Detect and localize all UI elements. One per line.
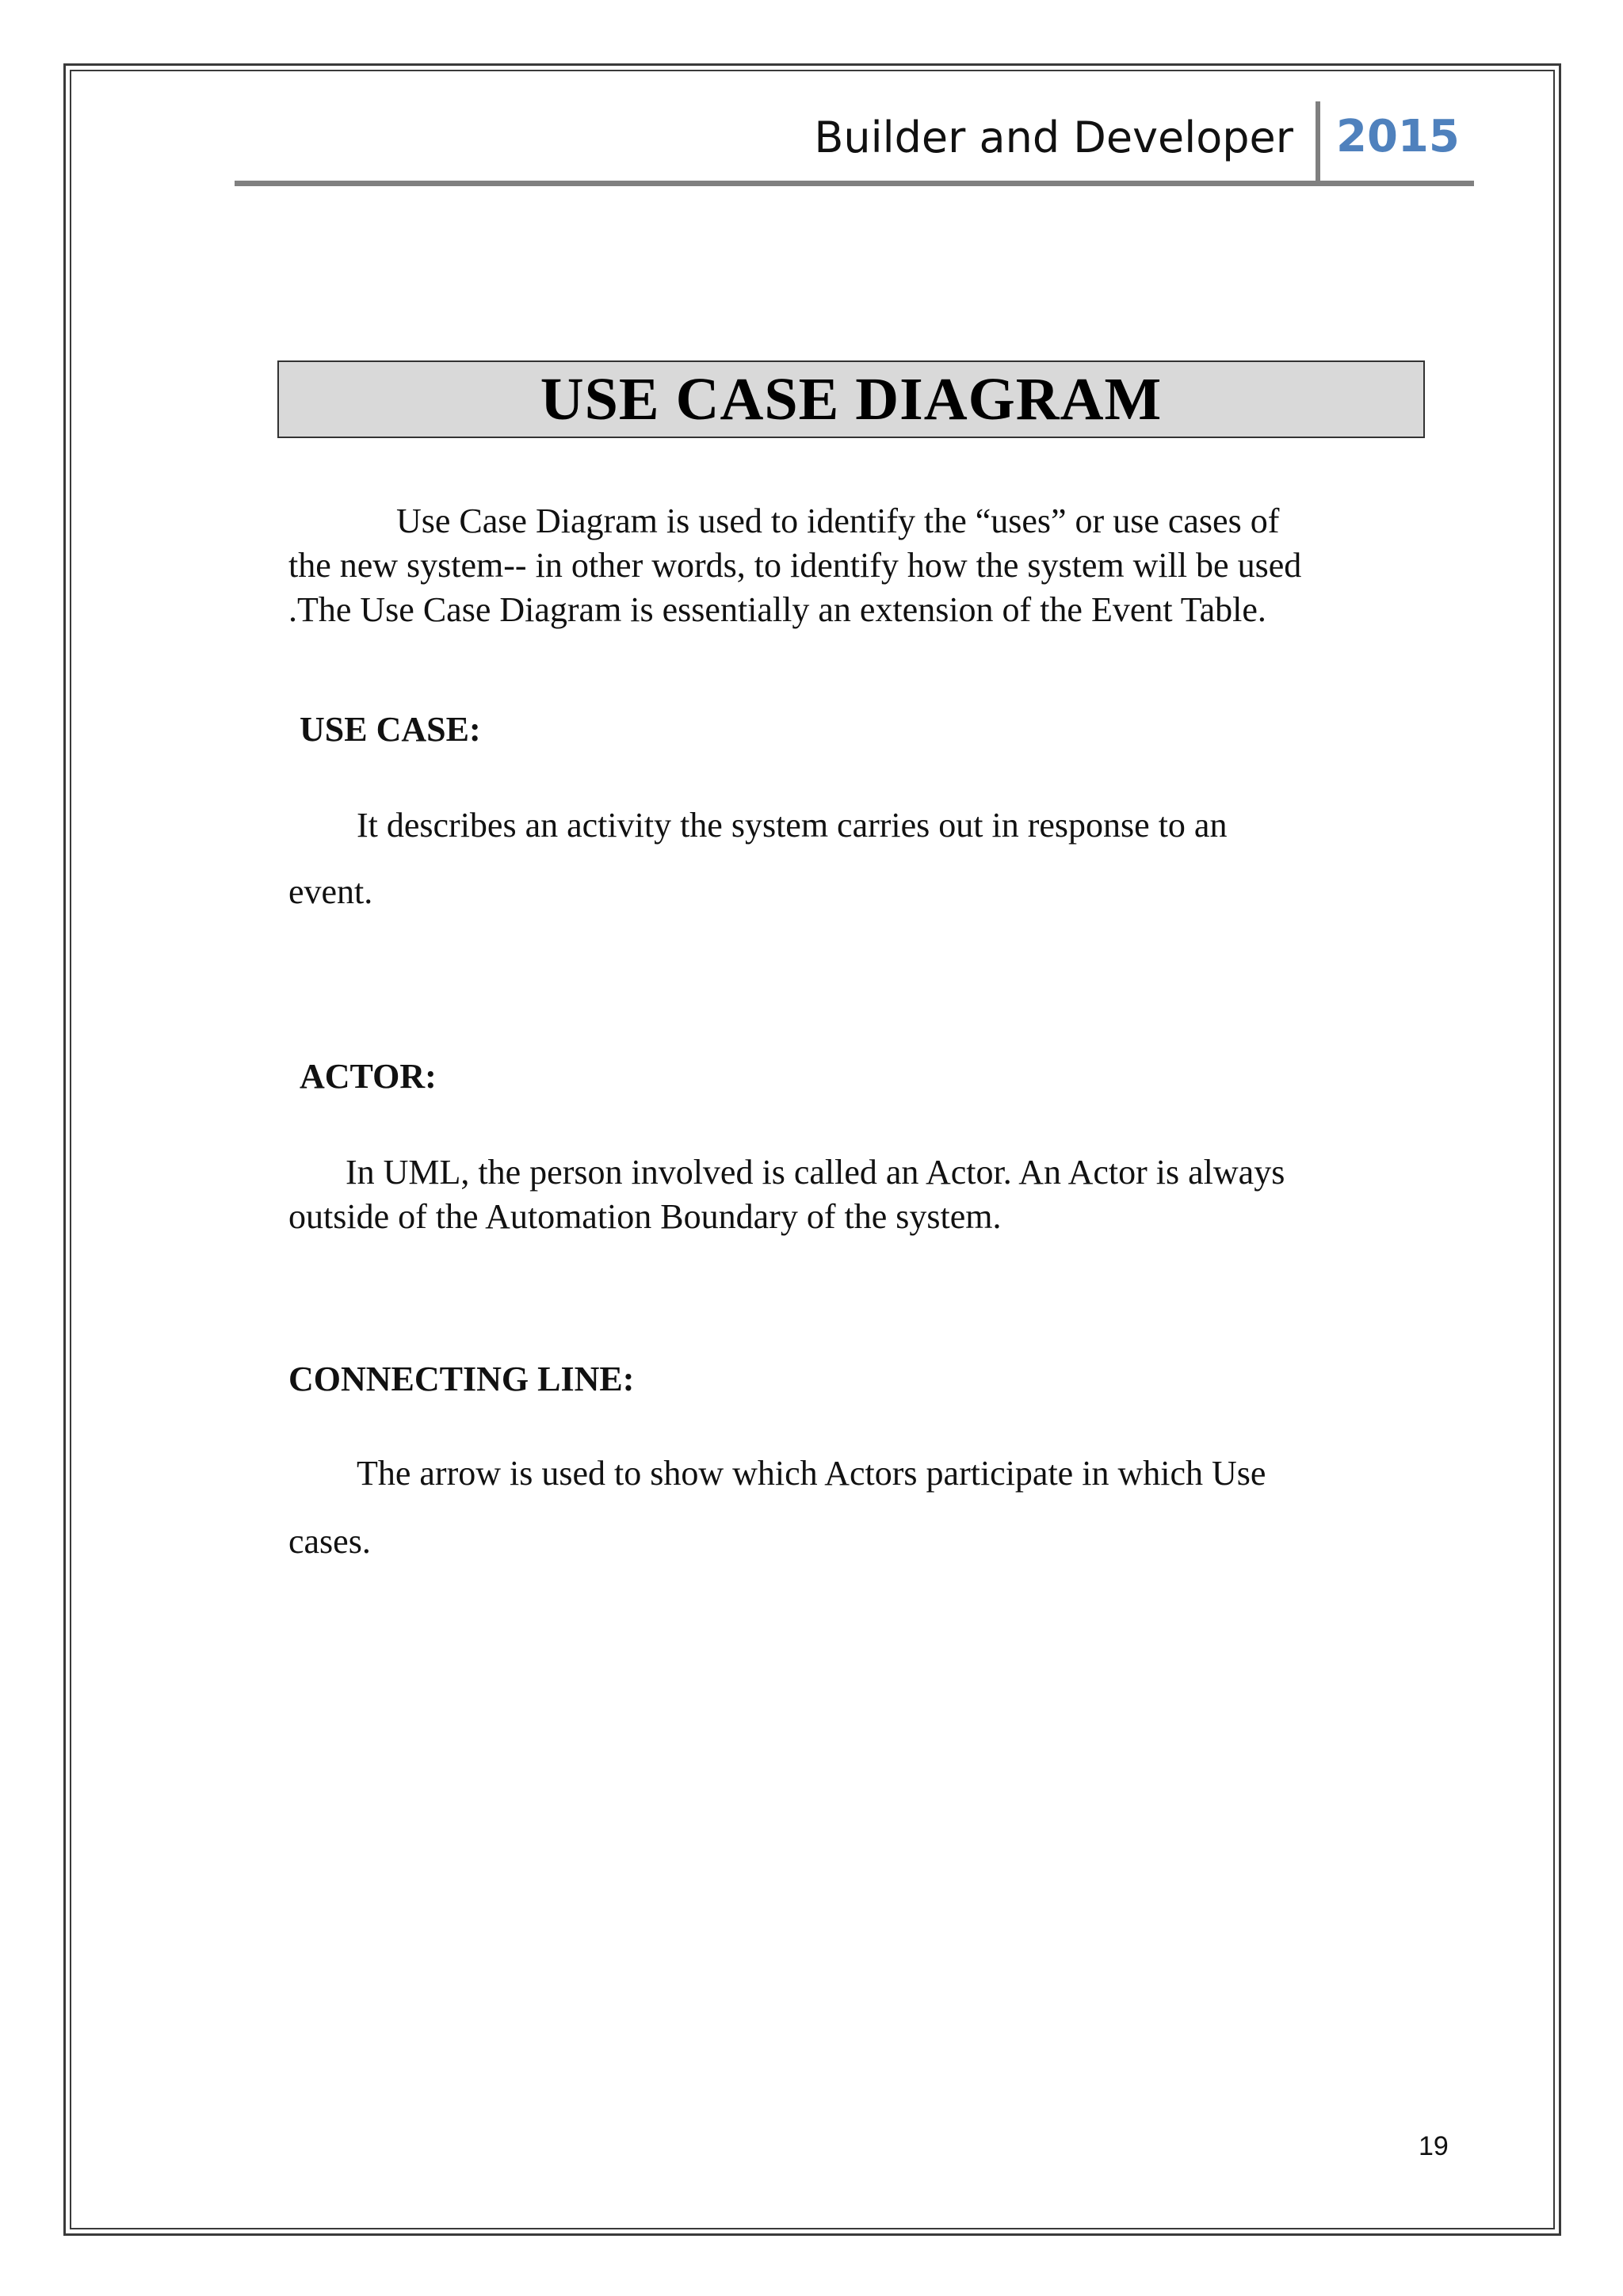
header-title: Builder and Developer (814, 113, 1293, 162)
section-heading-use-case: USE CASE: (300, 710, 481, 749)
intro-line-3: .The Use Case Diagram is essentially an extension of the Event Table. (288, 590, 1266, 629)
section-heading-connecting-line: CONNECTING LINE: (288, 1360, 635, 1398)
connecting-line-line-1: The arrow is used to show which Actors participate in which Use (357, 1454, 1266, 1493)
actor-line-1: In UML, the person involved is called an Actor. An Actor is always (346, 1153, 1285, 1192)
actor-line-2: outside of the Automation Boundary of the system. (288, 1197, 1002, 1236)
header-year: 2015 (1336, 111, 1460, 162)
intro-line-2: the new system-- in other words, to identify how the system will be used (288, 546, 1302, 585)
intro-line-1: Use Case Diagram is used to identify the “uses” or use cases of (396, 502, 1280, 540)
page-header (235, 101, 1474, 184)
page-number: 19 (1419, 2131, 1449, 2161)
section-heading-actor: ACTOR: (300, 1057, 437, 1096)
connecting-line-line-2: cases. (288, 1522, 371, 1561)
page-title: USE CASE DIAGRAM (540, 365, 1163, 433)
header-rule (235, 181, 1474, 186)
title-box (277, 360, 1425, 438)
use-case-line-2: event. (288, 872, 373, 911)
use-case-line-1: It describes an activity the system carries out in response to an (357, 806, 1228, 845)
header-divider (1316, 101, 1320, 184)
